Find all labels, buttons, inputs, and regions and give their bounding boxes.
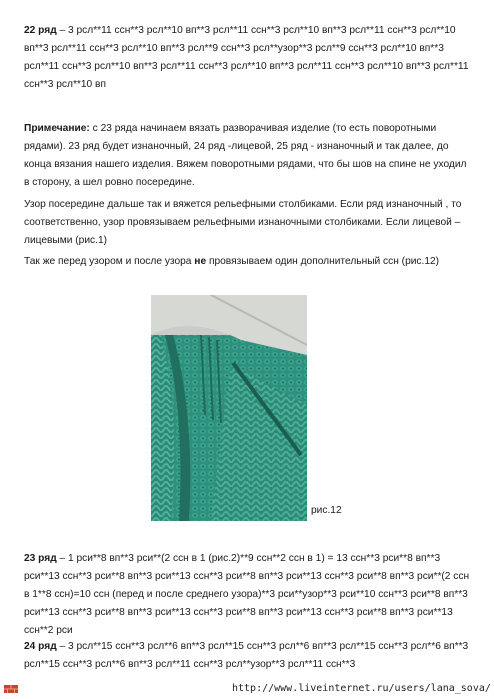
pattern-note-text: Узор посередине дальше так и вяжется рельефными столбиками. Если ряд изнаночный , то соответственно, узор провязываем рельефными изнаночными столбиками. Если лицевой – лицевыми (рис.1) [24,199,462,246]
knitting-photo [151,295,307,521]
row-23-label: 23 ряд [24,553,57,564]
row-24-paragraph [24,638,472,674]
pattern-note-paragraph [24,196,472,250]
row-22-paragraph [24,22,472,94]
row-24-label: 24 ряд [24,641,57,652]
row-23-paragraph [24,550,472,640]
row-24-text: – 3 рсл**15 ссн**3 рсл**6 вп**3 рсл**15 ссн**3 рсл**6 вп**3 рсл**15 ссн**3 рсл**6 вп**3 рсл**15 ссн**3 рсл**6 вп**3 рсл**11 ссн**3 рсл**узор**3 рсл**11 ссн**3 [24,641,469,670]
note-label: Примечание: [24,123,90,134]
row-22-text: – 3 рсл**11 ссн**3 рсл**10 вп**3 рсл**11 ссн**3 рсл**10 вп**3 рсл**11 ссн**3 рсл**10 вп**3 рсл**11 ссн**3 рсл**10 вп**3 рсл**9 ссн**3 рсл**узор**3 рсл**9 ссн**3 рсл**10 вп**3 рсл**11 ссн**3 рсл**10 вп**3 рсл**11 ссн**3 рсл**10 вп**3 рсл**11 ссн**3 рсл**10 вп**3 рсл**11 ссн**3 рсл**10 вп [24,25,469,90]
knitting-photo-image [151,295,307,521]
brick-icon [4,684,18,694]
source-url-watermark: http://www.liveinternet.ru/users/lana_sova/ [232,683,491,694]
extra-note-before: Так же перед узором и после узора [24,256,195,267]
note-paragraph [24,120,472,192]
extra-note-paragraph [24,253,472,271]
row-22-label: 22 ряд [24,25,57,36]
extra-note-after: провязываем один дополнительный ссн (рис.12) [206,256,440,267]
note-text: с 23 ряда начинаем вязать разворачивая изделие (то есть поворотными рядами). 23 ряд будет изнаночный, 24 ряд -лицевой, 25 ряд - изнаночный и так далее, до конца вязания нашего изделия. Вяжем поворотными рядами, что бы шов на спине не уходил в сторону, а шел ровно посередине. [24,123,467,188]
extra-note-bold: не [194,256,207,267]
figure-caption: рис.12 [311,505,342,516]
row-23-text: – 1 рси**8 вп**3 рси**(2 ссн в 1 (рис.2)**9 ссн**2 ссн в 1) = 13 ссн**3 рси**8 вп**3 рси**13 ссн**3 рси**8 вп**3 рси**13 ссн**3 рси**8 вп**3 рси**13 ссн**3 рси**8 вп**3 рси**(2 ссн в 1**8 ссн)=10 ссн (перед и после среднего узора)**3 рси**узор**3 рси**10 ссн**3 рси**8 вп**3 рси**13 ссн**3 рси**8 вп**3 рси**13 ссн**3 рси**8 вп**3 рси**13 ссн**3 рси**8 вп**3 рси**13 ссн**2 рси [24,553,470,636]
